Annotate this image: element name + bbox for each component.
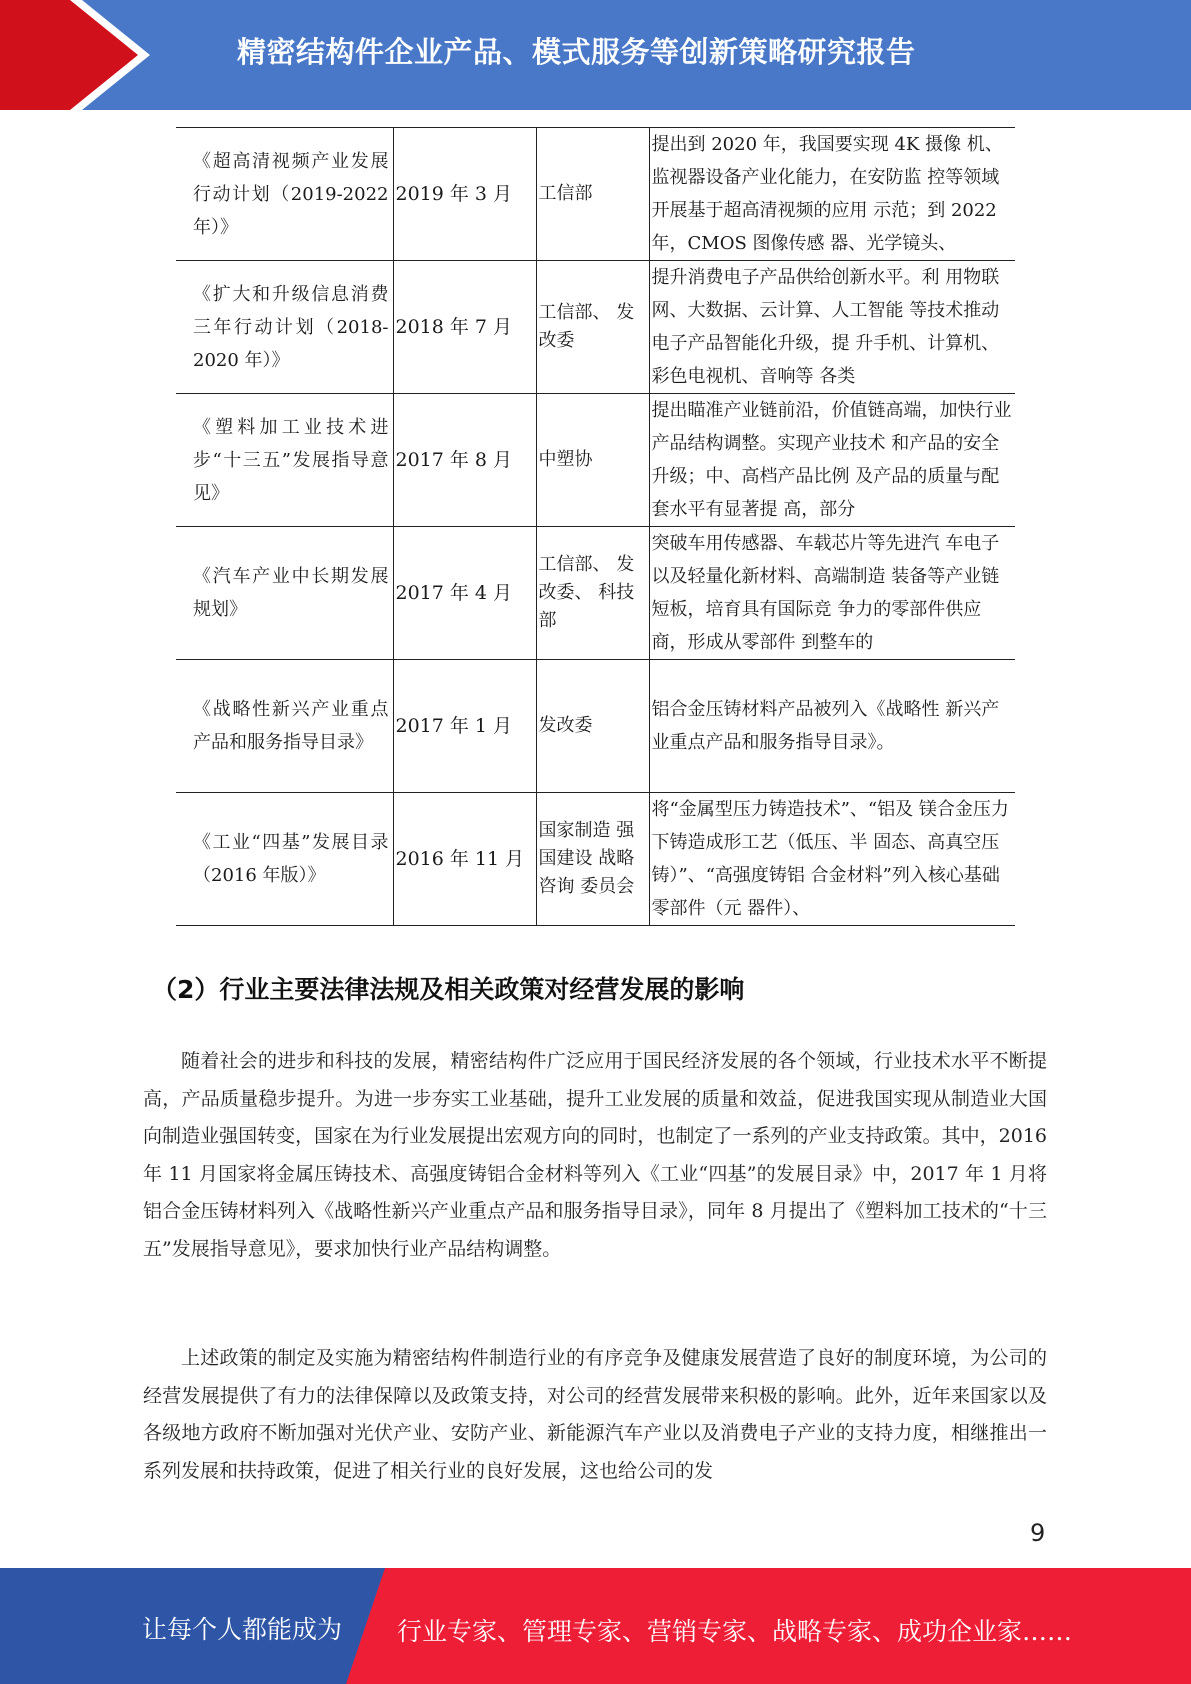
policy-name-cell xyxy=(176,793,393,926)
policy-content-cell xyxy=(649,394,1015,527)
policy-name-cell xyxy=(176,660,393,793)
page-footer xyxy=(0,1568,1191,1684)
policy-date: 2017 年 4 月 xyxy=(393,527,536,660)
policy-name-cell xyxy=(176,128,393,261)
table-row xyxy=(176,128,1015,261)
page-header xyxy=(0,0,1191,110)
policy-date: 2019 年 3 月 xyxy=(393,128,536,261)
policy-content: 提出瞄准产业链前沿，价值链高端，加快行业产品结构调整。实现产业技术 和产品的安全升级；中、高档产品比例 及产品的质量与配套水平有显著提 高，部分 xyxy=(651,400,1012,520)
table-row xyxy=(176,527,1015,660)
policy-department: 工信部、 发改委 xyxy=(536,261,649,394)
policy-name-cell xyxy=(176,527,393,660)
policy-name-cell xyxy=(176,394,393,527)
policy-content-cell xyxy=(649,527,1015,660)
policy-department: 工信部、 发改委、 科技部 xyxy=(536,527,649,660)
policy-name: 《扩大和升级信息消费三年行动计划（2018-2020 年）》 xyxy=(193,283,389,371)
policy-content: 突破车用传感器、车载芯片等先进汽 车电子以及轻量化新材料、高端制造 装备等产业链短板，培育具有国际竞 争力的零部件供应商，形成从零部件 到整车的 xyxy=(651,533,1000,653)
body-paragraph: 随着社会的进步和科技的发展，精密结构件广泛应用于国民经济发展的各个领域，行业技术水平不断提高，产品质量稳步提升。为进一步夯实工业基础，提升工业发展的质量和效益，促进我国实现从制造业大国向制造业强国转变，国家在为行业发展提出宏观方向的同时，也制定了一系列的产业支持政策。其中，2016 年 11 月国家将金属压铸技术、高强度铸铝合金材料等列入《工业“四基”的发展目录》中，2017 年 1 月将铝合金压铸材料列入《战略性新兴产业重点产品和服务指导目录》，同年 8 月提出了《塑料加工技术的“十三五”发展指导意见》，要求加快行业产品结构调整。 xyxy=(143,1050,1047,1260)
policy-department: 中塑协 xyxy=(536,394,649,527)
policy-table xyxy=(176,127,1015,926)
policy-name: 《战略性新兴产业重点产品和服务指导目录》 xyxy=(193,699,389,753)
footer-slogan-left: 让每个人都能成为 xyxy=(142,1615,343,1644)
policy-department: 工信部 xyxy=(536,128,649,261)
footer-slogan-right: 行业专家、管理专家、营销专家、战略专家、成功企业家…… xyxy=(397,1617,1073,1646)
page-number: 9 xyxy=(1030,1519,1046,1547)
header-chevron-decoration xyxy=(0,0,138,110)
table-row xyxy=(176,261,1015,394)
policy-name: 《汽车产业中长期发展规划》 xyxy=(193,566,389,620)
policy-date: 2017 年 1 月 xyxy=(393,660,536,793)
policy-content: 铝合金压铸材料产品被列入《战略性 新兴产业重点产品和服务指导目录》。 xyxy=(651,699,1000,753)
body-paragraph: 上述政策的制定及实施为精密结构件制造行业的有序竞争及健康发展营造了良好的制度环境，为公司的经营发展提供了有力的法律保障以及政策支持，对公司的经营发展带来积极的影响。此外，近年来国家以及各级地方政府不断加强对光伏产业、安防产业、新能源汽车产业以及消费电子产业的支持力度，相继推出一系列发展和扶持政策，促进了相关行业的良好发展，这也给公司的发 xyxy=(143,1347,1047,1482)
policy-content-cell xyxy=(649,660,1015,793)
table-row xyxy=(176,394,1015,527)
policy-name: 《塑料加工业技术进步“十三五”发展指导意见》 xyxy=(193,416,389,504)
section-heading: （2）行业主要法律法规及相关政策对经营发展的影响 xyxy=(152,975,745,1004)
policy-department: 发改委 xyxy=(536,660,649,793)
policy-date: 2017 年 8 月 xyxy=(393,394,536,527)
report-title: 精密结构件企业产品、模式服务等创新策略研究报告 xyxy=(237,35,916,69)
policy-name-cell xyxy=(176,261,393,394)
policy-date: 2018 年 7 月 xyxy=(393,261,536,394)
policy-name: 《超高清视频产业发展行动计划（2019-2022 年）》 xyxy=(193,150,389,238)
policy-content-cell xyxy=(649,128,1015,261)
policy-content-cell xyxy=(649,793,1015,926)
policy-content: 提出到 2020 年，我国要实现 4K 摄像 机、监视器设备产业化能力，在安防监 控等领域开展基于超高清视频的应用 示范；到 2022 年，CMOS 图像传感 器、光学镜头、 xyxy=(651,134,1003,254)
policy-content: 将“金属型压力铸造技术”、“铝及 镁合金压力下铸造成形工艺（低压、半 固态、高真空压铸）”、“高强度铸铝 合金材料”列入核心基础零部件（元 器件）、 xyxy=(651,799,1009,919)
policy-content: 提升消费电子产品供给创新水平。利 用物联网、大数据、云计算、人工智能 等技术推动电子产品智能化升级，提 升手机、计算机、彩色电视机、音响等 各类 xyxy=(651,267,1000,387)
policy-date: 2016 年 11 月 xyxy=(393,793,536,926)
table-row xyxy=(176,660,1015,793)
policy-department: 国家制造 强国建设 战略咨询 委员会 xyxy=(536,793,649,926)
policy-content-cell xyxy=(649,261,1015,394)
table-row xyxy=(176,793,1015,926)
policy-name: 《工业“四基”发展目录（2016 年版）》 xyxy=(193,832,389,886)
